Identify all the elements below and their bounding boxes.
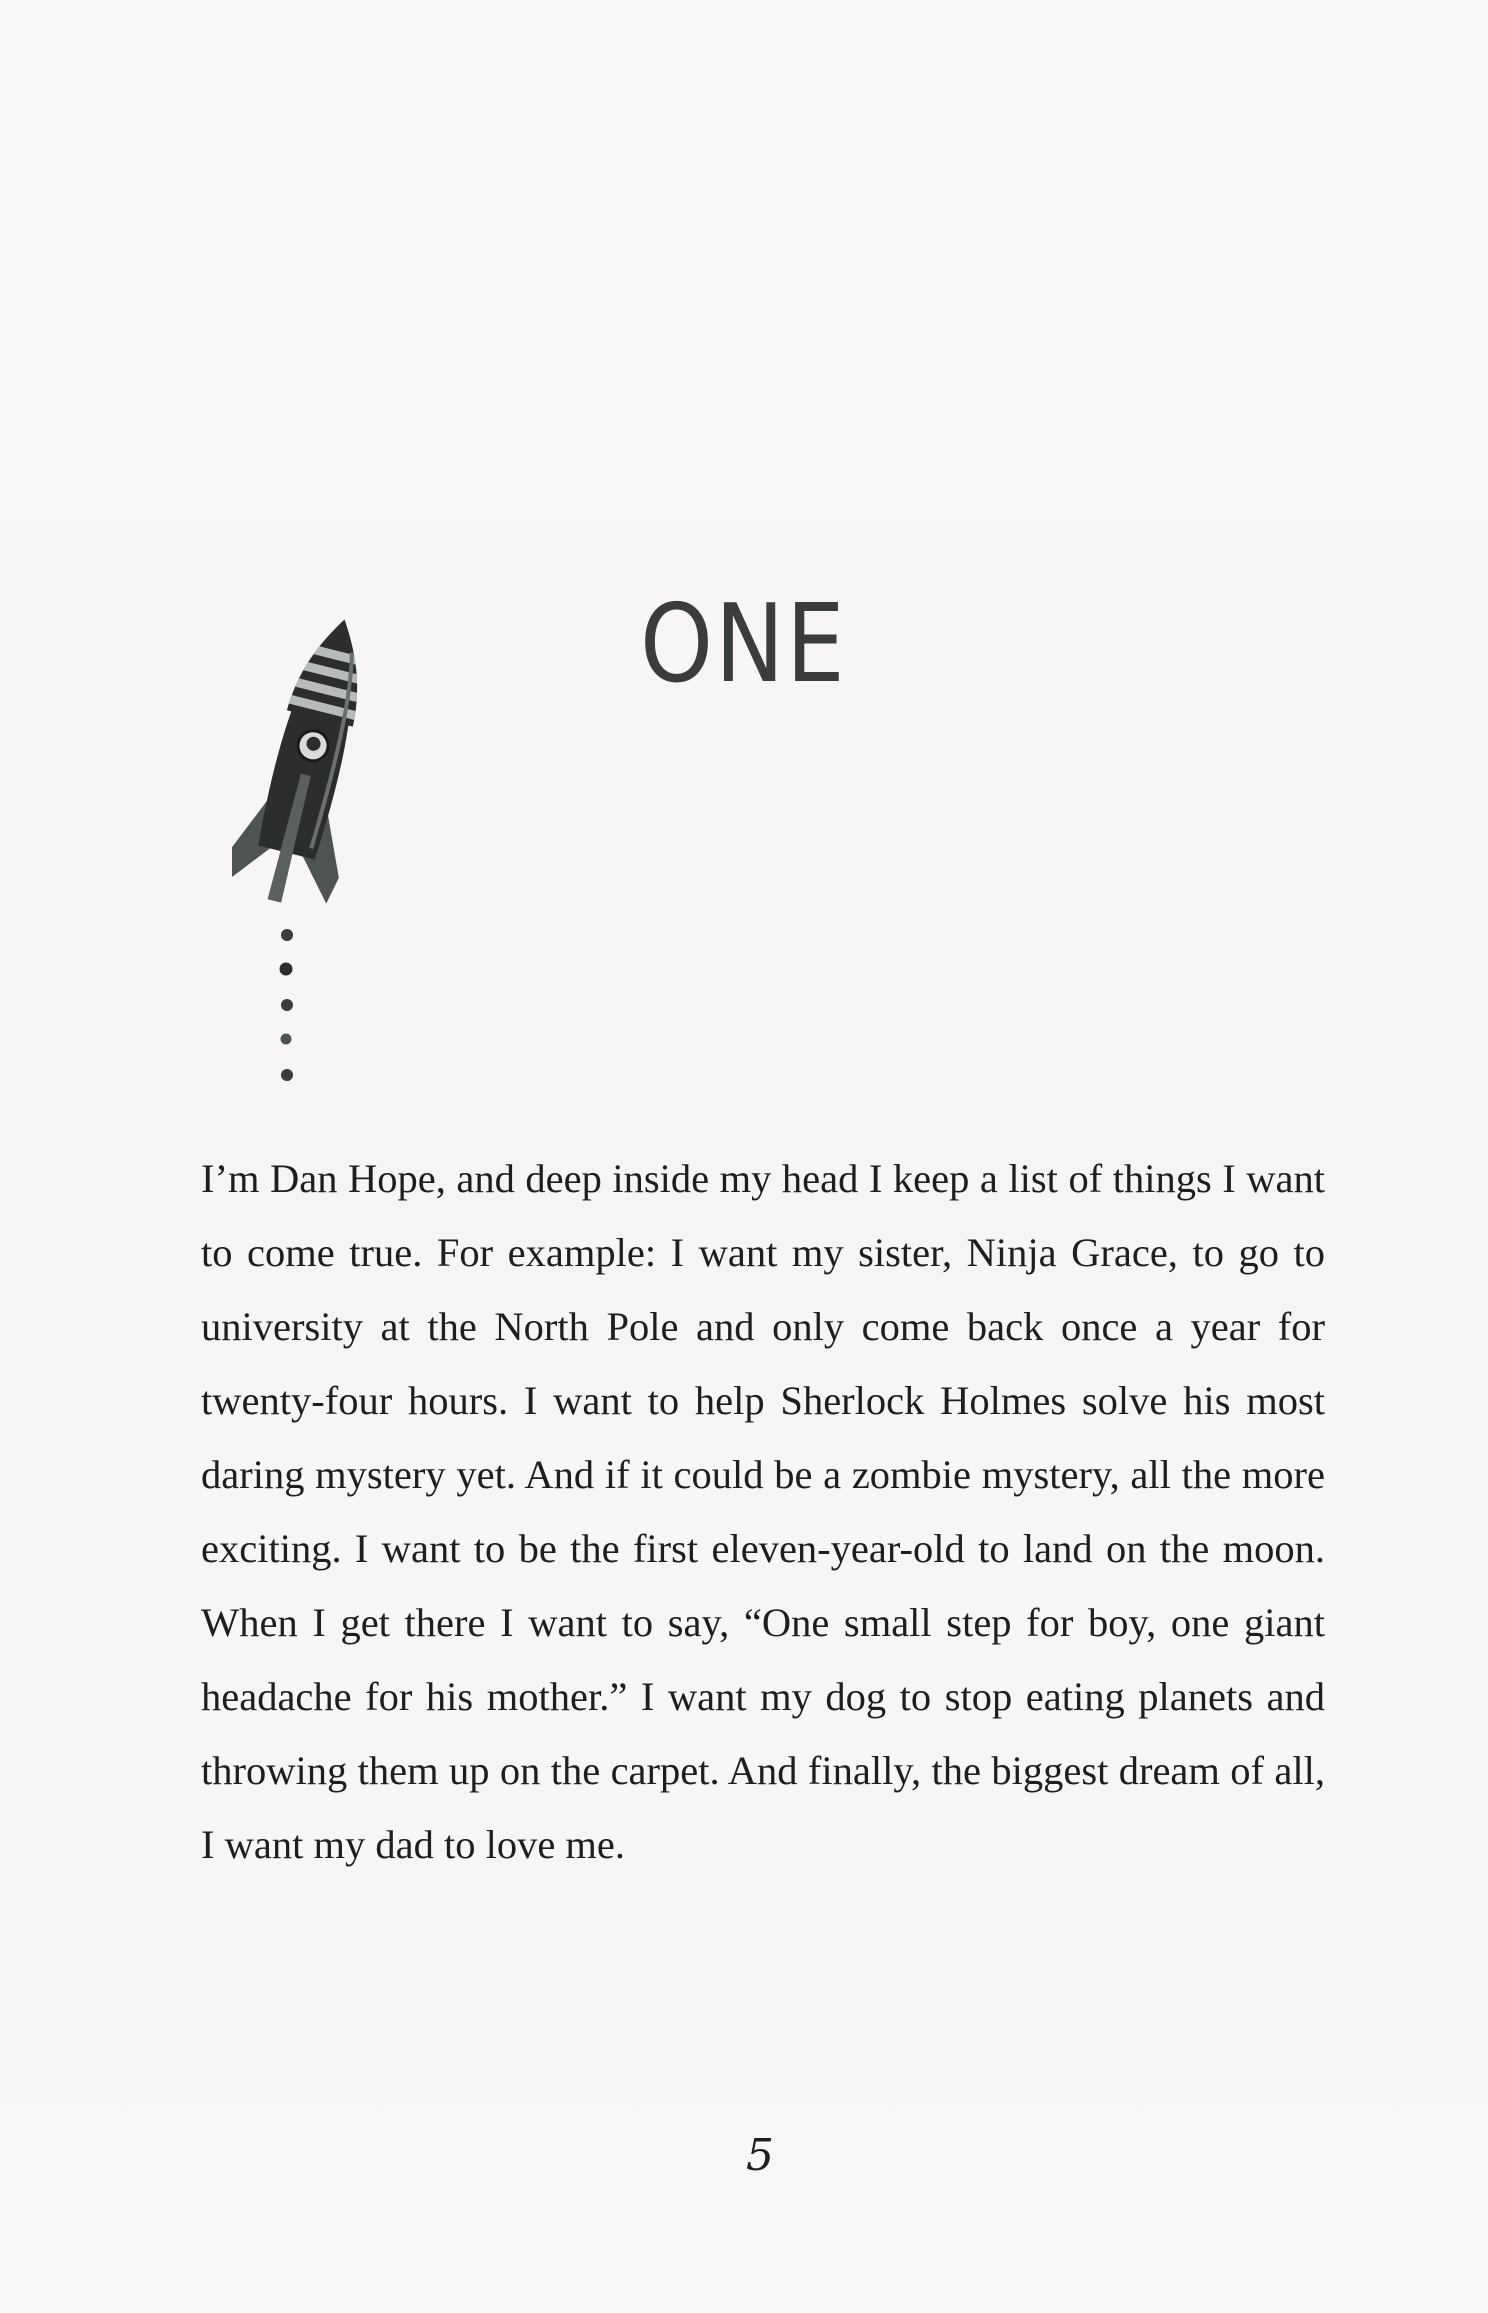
exhaust-dots-icon bbox=[272, 925, 302, 1095]
body-paragraph: I’m Dan Hope, and deep inside my head I keep a list of things I want to come true. For example: I want my sister, Ninja Grace, to go to university at the North Pole and only come back once a year for twenty-four hours. I want to help Sherlock Holmes solve his most daring mystery yet. And if it could be a zombie mystery, all the more exciting. I want to be the first eleven-year-old to land on the moon. When I get there I want to say, “One small step for boy, one giant headache for his mother.” I want my dog to stop eating planets and throwing them up on the carpet. And finally, the biggest dream of all, I want my dad to love me. bbox=[201, 1156, 1325, 1867]
chapter-title: ONE bbox=[640, 582, 847, 707]
page-number: 5 bbox=[746, 2130, 774, 2181]
rocket-icon bbox=[232, 605, 382, 935]
